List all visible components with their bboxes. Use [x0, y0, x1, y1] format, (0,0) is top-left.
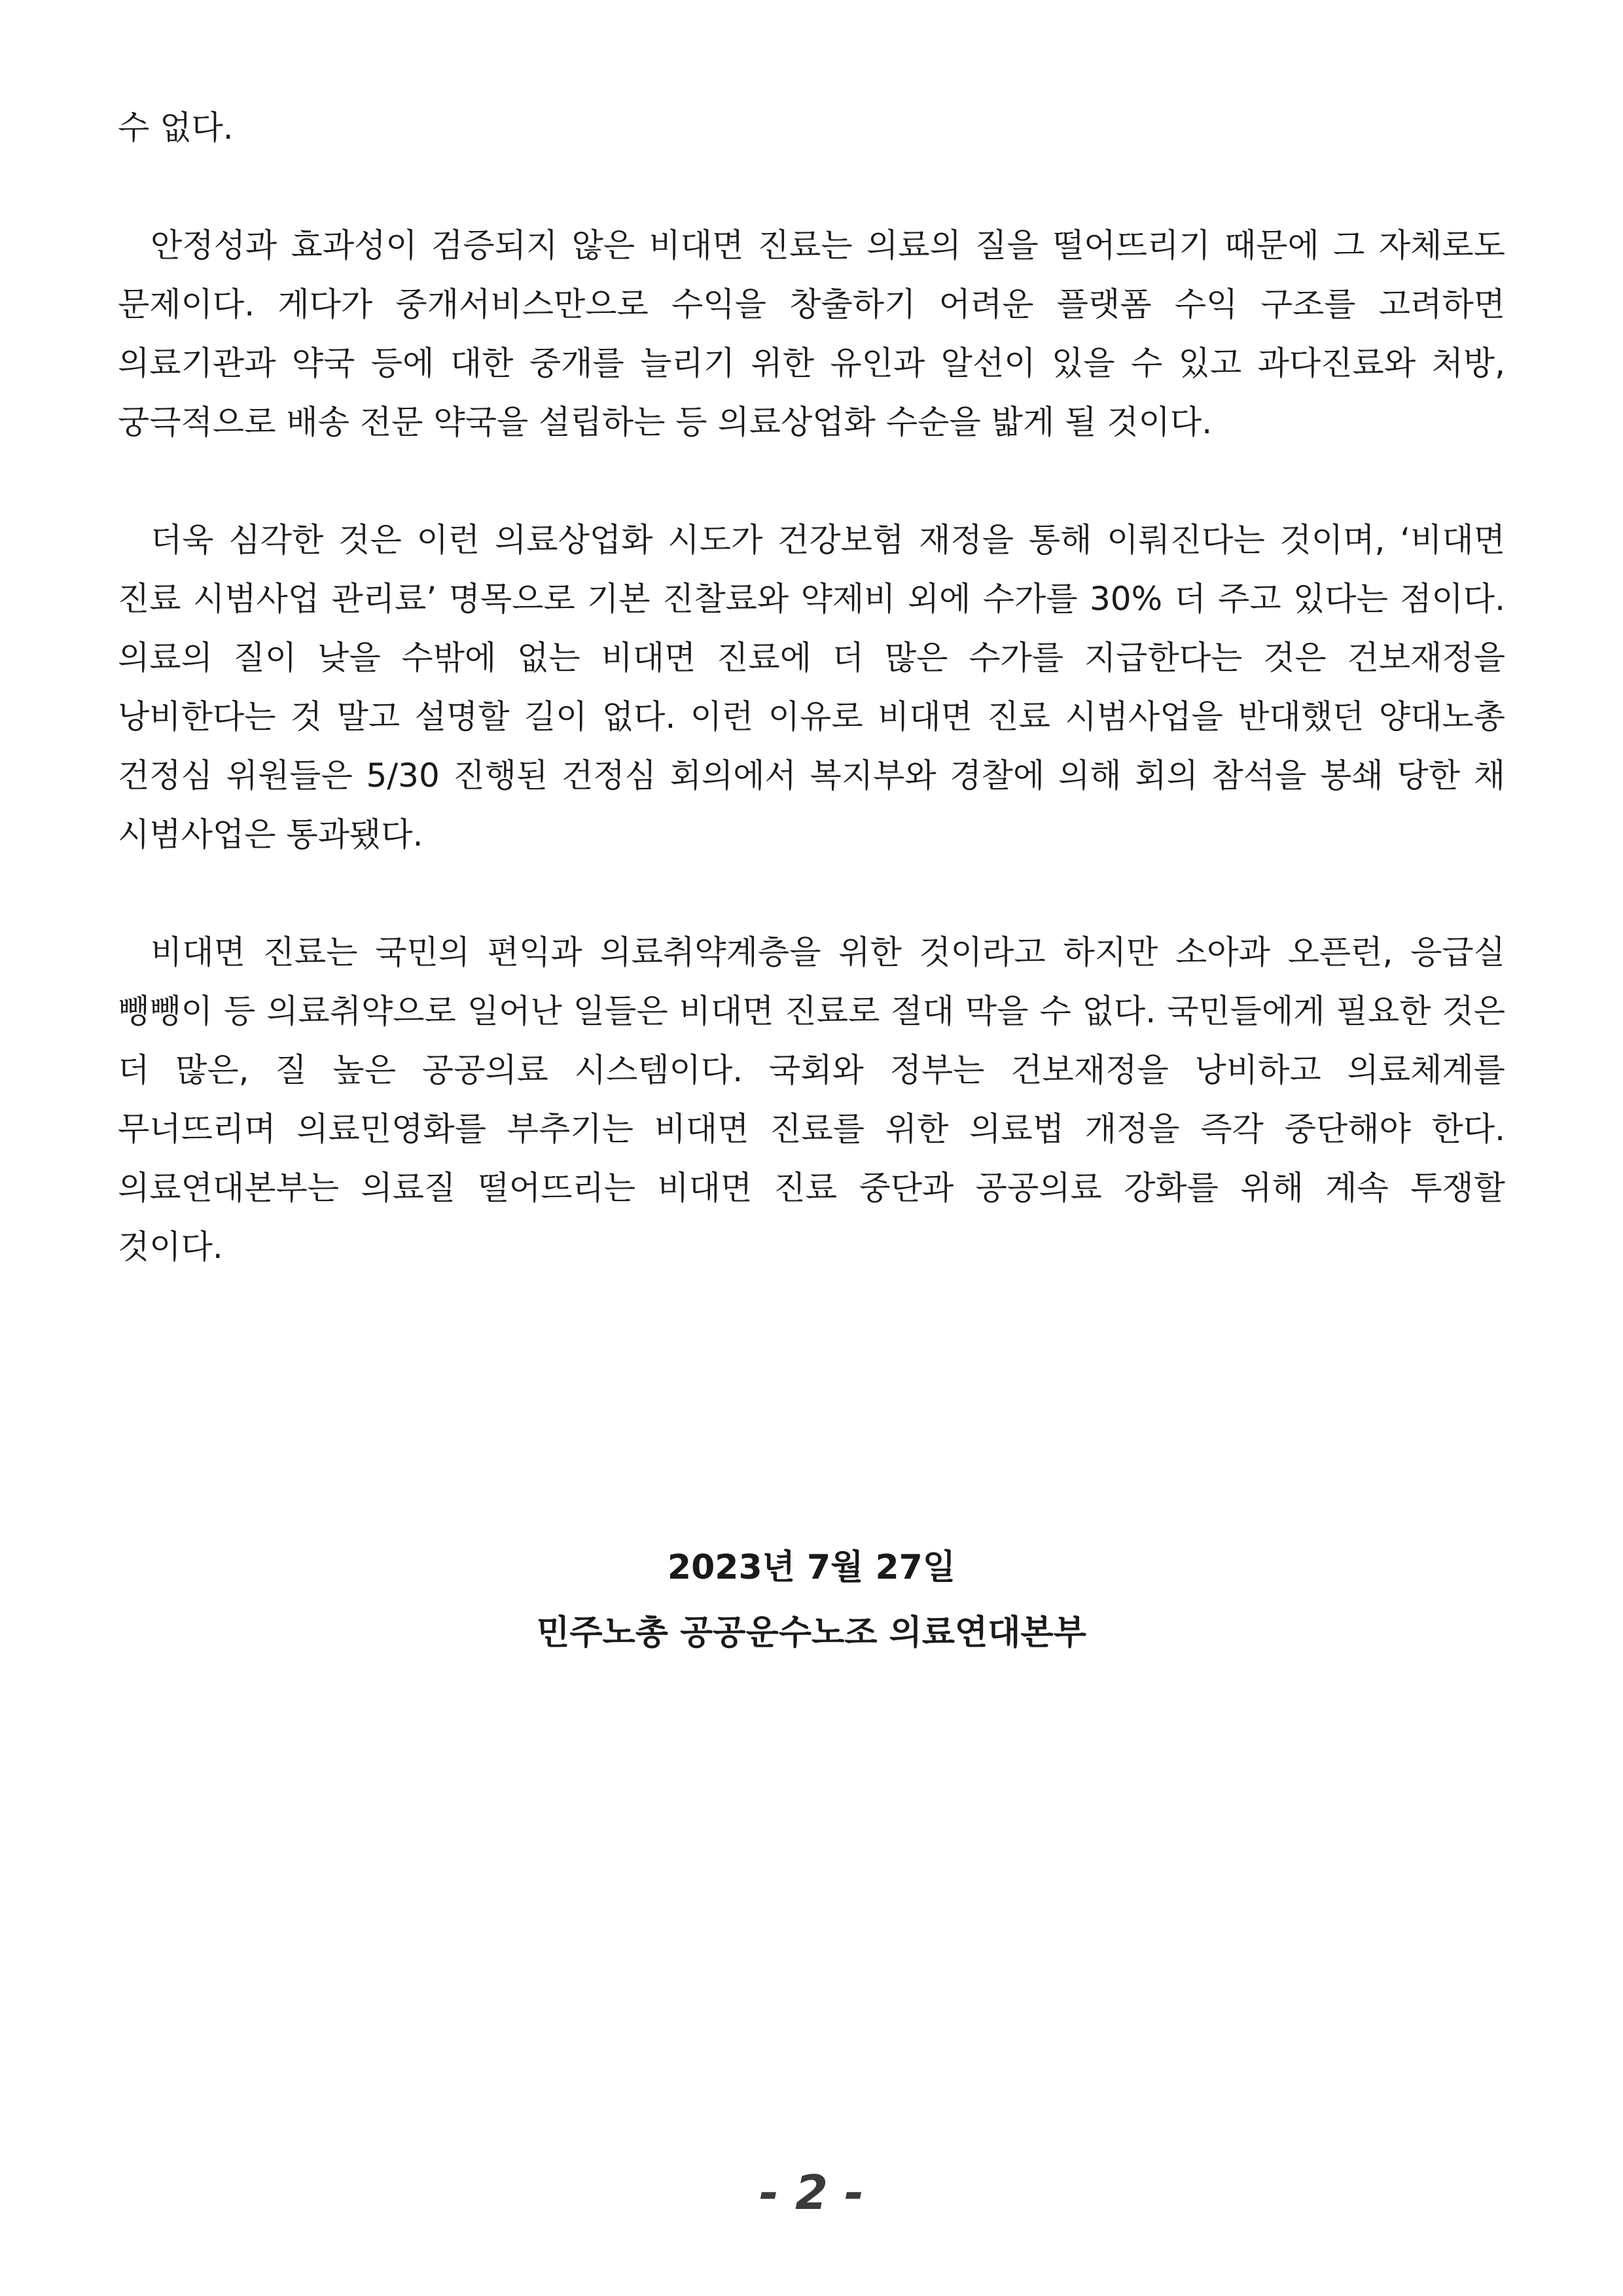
document-body	[118, 98, 1505, 1276]
page-number: - 2 -	[759, 2165, 864, 2220]
signature-organization: 민주노총 공공운수노조 의료연대본부	[537, 1613, 1086, 1653]
paragraph-gap	[118, 864, 1505, 923]
paragraph-public-healthcare: 비대면 진료는 국민의 편익과 의료취약계층을 위한 것이라고 하지만 소아과 오픈런, 응급실 뺑뺑이 등 의료취약으로 일어난 일들은 비대면 진료로 절대 막을 수 없다. 국민들에게 필요한 것은 더 많은, 질 높은 공공의료 시스템이다. 국회와 정부는 건보재정을 낭비하고 의료체계를 무너뜨리며 의료민영화를 부추기는 비대면 진료를 위한 의료법 개정을 즉각 중단해야 한다. 의료연대본부는 의료질 떨어뜨리는 비대면 진료 중단과 공공의료 강화를 위해 계속 투쟁할 것이다.	[118, 933, 1505, 1266]
paragraph-gap	[118, 452, 1505, 511]
paragraph-gap	[118, 157, 1505, 216]
paragraph-continuation: 수 없다.	[118, 109, 234, 147]
paragraph-safety-effectiveness: 안정성과 효과성이 검증되지 않은 비대면 진료는 의료의 질을 떨어뜨리기 때문에 그 자체로도 문제이다. 게다가 중개서비스만으로 수익을 창출하기 어려운 플랫폼 수익 구조를 고려하면 의료기관과 약국 등에 대한 중개를 늘리기 위한 유인과 알선이 있을 수 있고 과다진료와 처방, 궁극적으로 배송 전문 약국을 설립하는 등 의료상업화 수순을 밟게 될 것이다.	[118, 226, 1505, 441]
paragraph-health-insurance: 더욱 심각한 것은 이런 의료상업화 시도가 건강보험 재정을 통해 이뤄진다는 것이며, ‘비대면 진료 시범사업 관리료’ 명목으로 기본 진찰료와 약제비 외에 수가를 30% 더 주고 있다는 점이다. 의료의 질이 낮을 수밖에 없는 비대면 진료에 더 많은 수가를 지급한다는 것은 건보재정을 낭비한다는 것 말고 설명할 길이 없다. 이런 이유로 비대면 진료 시범사업을 반대했던 양대노총 건정심 위원들은 5/30 진행된 건정심 회의에서 복지부와 경찰에 의해 회의 참석을 봉쇄 당한 채 시범사업은 통과됐다.	[118, 521, 1505, 853]
signature-date: 2023년 7월 27일	[667, 1548, 956, 1587]
